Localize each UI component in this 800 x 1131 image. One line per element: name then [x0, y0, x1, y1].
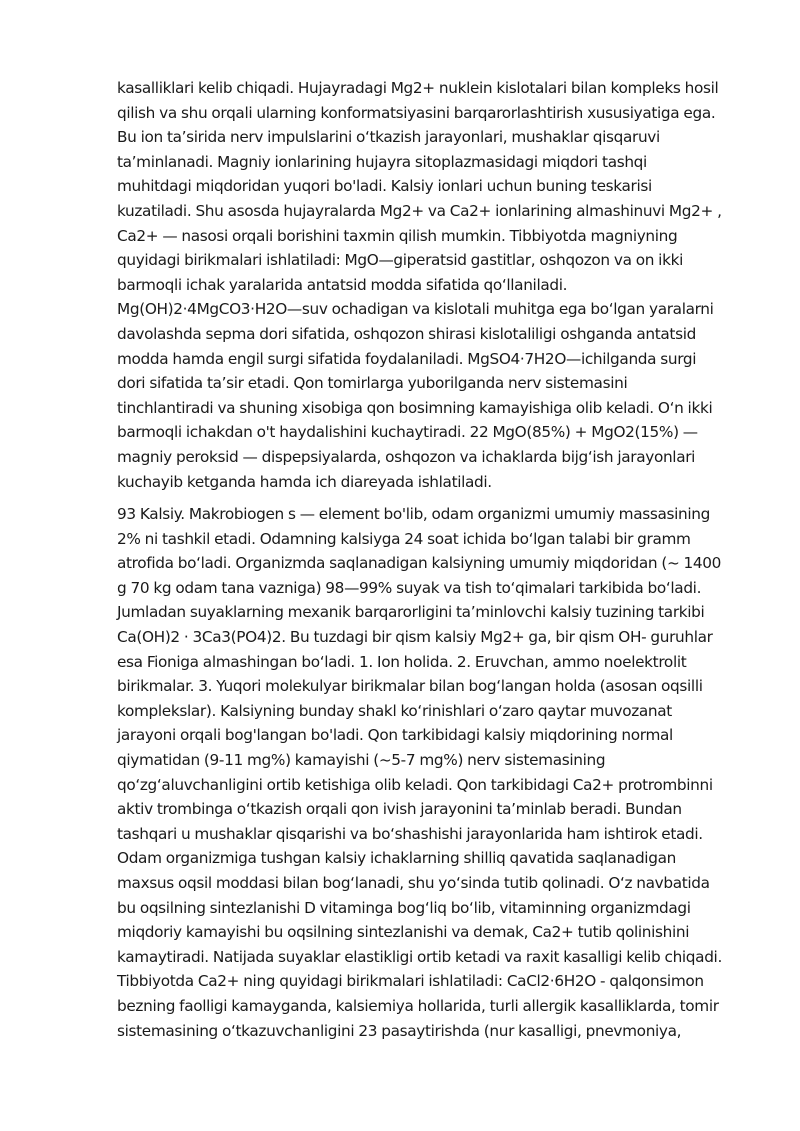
text-line: kasalliklari kelib chiqadi. Hujayradagi Mg2+ nuklein kislotalari bilan kompleks hosil [117, 79, 719, 97]
text-line: maxsus oqsil moddasi bilan bog‘lanadi, shu yo‘sinda tutib qolinadi. O‘z navbatida [117, 874, 710, 892]
text-line: qiymatidan (9-11 mg%) kamayishi (~5-7 mg%) nerv sistemasining [117, 751, 606, 770]
text-line: komplekslar). Kalsiyning bunday shakl ko‘rinishlari o‘zaro qaytar muvozanat [117, 701, 672, 720]
text-line: tashqari u mushaklar qisqarishi va bo‘shashishi jarayonlarida ham ishtirok etadi. [117, 824, 703, 843]
text-line: atrofida bo‘ladi. Organizmda saqlanadigan kalsiyning umumiy miqdoridan (~ 1400 [117, 554, 722, 573]
text-line: qilish va shu orqali ularning konformatsiyasini barqarorlashtirish xususiyatiga ega. [117, 103, 716, 122]
text-line: Ca(OH)2 · 3Ca3(PO4)2. Bu tuzdagi bir qism kalsiy Mg2+ ga, bir qism OH- guruhlar [117, 628, 713, 647]
text-line: birikmalar. 3. Yuqori molekulyar birikmalar bilan bog‘langan holda (asosan oqsilli [117, 677, 703, 696]
text-line: kuchayib ketganda hamda ich diareyada ishlatiladi. [117, 472, 492, 491]
text-line: jarayoni orqali bog'langan bo'ladi. Qon tarkibidagi kalsiy miqdorining normal [117, 726, 673, 745]
text-line: Odam organizmiga tushgan kalsiy ichaklarning shilliq qavatida saqlanadigan [117, 849, 676, 868]
text-line: modda hamda engil surgi sifatida foydalaniladi. MgSO4·7H2O—ichilganda surgi [117, 349, 697, 368]
text-line: sistemasining o‘tkazuvchanligini 23 pasaytirishda (nur kasalligi, pnevmoniya, [117, 1021, 682, 1040]
text-line: g 70 kg odam tana vazniga) 98—99% suyak va tish to‘qimalari tarkibida bo‘ladi. [117, 578, 702, 597]
text-line: Bu ion ta’sirida nerv impulslarini o‘tkazish jarayonlari, mushaklar qisqaruvi [117, 128, 660, 147]
paragraph-magnesium [117, 76, 743, 494]
text-line: 93 Kalsiy. Makrobiogen s — element bo'lib, odam organizmi umumiy massasining [117, 505, 710, 524]
text-line: kuzatiladi. Shu asosda hujayralarda Mg2+ va Ca2+ ionlarining almashinuvi Mg2+ , [117, 201, 722, 220]
text-line: qo‘zg‘aluvchanligini ortib ketishiga olib keladi. Qon tarkibidagi Ca2+ protrombinni [117, 775, 713, 794]
text-line: Jumladan suyaklarning mexanik barqarorligini ta’minlovchi kalsiy tuzining tarkibi [117, 603, 705, 622]
text-line: ta’minlanadi. Magniy ionlarining hujayra sitoplazmasidagi miqdori tashqi [117, 152, 647, 171]
text-line: Mg(OH)2·4MgCO3·H2O—suv ochadigan va kislotali muhitga ega bo‘lgan yaralarni [117, 300, 714, 319]
text-line: Ca2+ — nasosi orqali borishini taxmin qilish mumkin. Tibbiyotda magniyning [117, 226, 678, 245]
text-line: aktiv trombinga o‘tkazish orqali qon ivish jarayonini ta’minlab beradi. Bundan [117, 800, 682, 819]
text-line: bezning faolligi kamayganda, kalsiemiya hollarida, turli allergik kasalliklarda, tomir [117, 996, 719, 1015]
text-line: 2% ni tashkil etadi. Odamning kalsiyga 24 soat ichida bo‘lgan talabi bir gramm [117, 529, 691, 548]
text-line: Tibbiyotda Ca2+ ning quyidagi birikmalari ishlatiladi: CaCl2·6H2O - qalqonsimon [117, 972, 704, 991]
text-line: muhitdagi miqdoridan yuqori bo'ladi. Kalsiy ionlari uchun buning teskarisi [117, 177, 652, 196]
text-line: miqdoriy kamayishi bu oqsilning sintezlanishi va demak, Ca2+ tutib qolinishini [117, 923, 690, 942]
text-line: barmoqli ichak yaralarida antatsid modda sifatida qo‘llaniladi. [117, 275, 568, 294]
text-line: esa Fioniga almashingan bo‘ladi. 1. Ion holida. 2. Eruvchan, ammo noelektrolit [117, 652, 687, 671]
text-line: bu oqsilning sintezlanishi D vitaminga bog‘liq bo‘lib, vitaminning organizmdagi [117, 898, 691, 917]
text-line: barmoqli ichakdan o't haydalishini kuchaytiradi. 22 MgO(85%) + MgO2(15%) — [117, 423, 698, 442]
text-line: magniy peroksid — dispepsiyalarda, oshqozon va ichaklarda bijg‘ish jarayonlari [117, 447, 696, 466]
text-line: quyidagi birikmalari ishlatiladi: MgO—giperatsid gastitlar, oshqozon va on ikki [117, 251, 683, 270]
text-line: dori sifatida ta’sir etadi. Qon tomirlarga yuborilganda nerv sistemasini [117, 374, 628, 393]
text-line: kamaytiradi. Natijada suyaklar elastikligi ortib ketadi va raxit kasalligi kelib chiqadi. [117, 947, 722, 966]
text-line: tinchlantiradi va shuning xisobiga qon bosimning kamayishiga olib keladi. O‘n ikki [117, 398, 713, 417]
text-line: davolashda sepma dori sifatida, oshqozon shirasi kislotaliligi oshganda antatsid [117, 324, 696, 343]
paragraph-calcium [117, 502, 743, 1043]
document-page [117, 76, 743, 1043]
